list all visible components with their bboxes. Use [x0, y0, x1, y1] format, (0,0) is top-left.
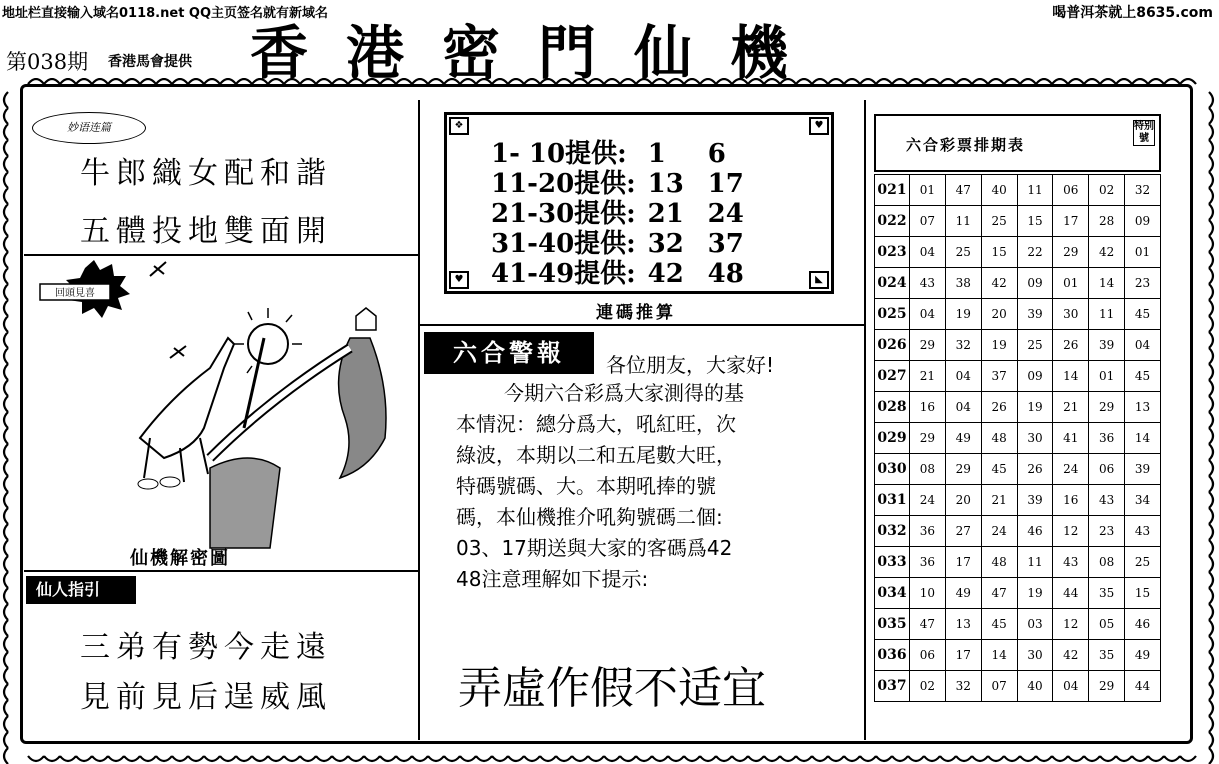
- table-row: [875, 175, 1161, 206]
- number-cell: 15: [1125, 578, 1161, 609]
- table-row: [875, 206, 1161, 237]
- number-cell: 45: [1125, 299, 1161, 330]
- number-cell: 39: [1125, 454, 1161, 485]
- number-cell: 11: [1089, 299, 1125, 330]
- number-cell: 16: [910, 392, 946, 423]
- divider-right: [864, 100, 866, 740]
- number-cell: 42: [1053, 640, 1089, 671]
- number-cell: 19: [1017, 392, 1053, 423]
- number-cell: 34: [1125, 485, 1161, 516]
- number-cell: 46: [1017, 516, 1053, 547]
- special-number-tag: 特别號: [1134, 121, 1154, 144]
- illustration-image: [30, 258, 415, 558]
- number-cell: 32: [1125, 175, 1161, 206]
- issue-cell: 026: [875, 330, 910, 361]
- schedule-title: 六合彩票排期表: [906, 136, 1026, 154]
- number-cell: 24: [981, 516, 1017, 547]
- number-cell: 37: [981, 361, 1017, 392]
- number-cell: 23: [1125, 268, 1161, 299]
- hint-line: 弄虛作假不适宜: [458, 663, 766, 714]
- table-row: [875, 299, 1161, 330]
- number-cell: 35: [1089, 578, 1125, 609]
- issue-cell: 022: [875, 206, 910, 237]
- number-cell: 04: [1125, 330, 1161, 361]
- number-cell: 26: [1017, 454, 1053, 485]
- number-cell: 15: [981, 237, 1017, 268]
- number-cell: 16: [1053, 485, 1089, 516]
- number-cell: 45: [1125, 361, 1161, 392]
- number-cell: 45: [981, 454, 1017, 485]
- table-row: [875, 330, 1161, 361]
- number-cell: 09: [1017, 268, 1053, 299]
- issue-cell: 034: [875, 578, 910, 609]
- body-line: 綠波，本期以二和五尾數大旺，: [456, 443, 736, 467]
- heart-icon: ♥: [809, 117, 829, 135]
- number-cell: 43: [1089, 485, 1125, 516]
- number-cell: 39: [1017, 485, 1053, 516]
- number-cell: 01: [1053, 268, 1089, 299]
- number-cell: 23: [1089, 516, 1125, 547]
- number-cell: 25: [945, 237, 981, 268]
- corner-ornament-icon: ❖: [449, 117, 469, 135]
- number-cell: 26: [1053, 330, 1089, 361]
- number-cell: 29: [910, 423, 946, 454]
- number-cell: 48: [981, 423, 1017, 454]
- number-cell: 02: [1089, 175, 1125, 206]
- number-cell: 47: [945, 175, 981, 206]
- number-cell: 04: [910, 299, 946, 330]
- issue-cell: 023: [875, 237, 910, 268]
- number-cell: 25: [1017, 330, 1053, 361]
- issue-cell: 029: [875, 423, 910, 454]
- image-caption: 仙機解密圖: [130, 548, 230, 569]
- number-cell: 08: [1089, 547, 1125, 578]
- guide-line-1: 三弟有勢今走遠: [80, 630, 332, 665]
- number-cell: 48: [981, 547, 1017, 578]
- right-notice: 喝普洱茶就上8635.com: [1052, 5, 1213, 21]
- range-row: 21-30提供: 21 24: [491, 199, 744, 229]
- number-cell: 35: [1089, 640, 1125, 671]
- number-cell: 41: [1053, 423, 1089, 454]
- guide-label: 仙人指引: [26, 576, 136, 604]
- number-cell: 43: [1125, 516, 1161, 547]
- alert-label: 六合警報: [424, 332, 594, 374]
- number-cell: 09: [1017, 361, 1053, 392]
- issue-cell: 025: [875, 299, 910, 330]
- number-cell: 12: [1053, 516, 1089, 547]
- page-title: 香港密門仙機: [250, 19, 827, 87]
- range-box: [444, 112, 834, 294]
- guide-line-2: 見前見后逞威風: [80, 680, 332, 715]
- issue-cell: 028: [875, 392, 910, 423]
- number-cell: 17: [1053, 206, 1089, 237]
- number-cell: 11: [1017, 175, 1053, 206]
- number-cell: 07: [981, 671, 1017, 702]
- number-cell: 24: [910, 485, 946, 516]
- number-cell: 14: [981, 640, 1017, 671]
- number-cell: 40: [981, 175, 1017, 206]
- number-cell: 42: [1089, 237, 1125, 268]
- number-cell: 20: [945, 485, 981, 516]
- number-cell: 30: [1017, 640, 1053, 671]
- table-row: [875, 609, 1161, 640]
- number-cell: 36: [910, 547, 946, 578]
- number-cell: 04: [945, 392, 981, 423]
- number-cell: 32: [945, 671, 981, 702]
- number-cell: 40: [1017, 671, 1053, 702]
- number-cell: 22: [1017, 237, 1053, 268]
- number-cell: 11: [945, 206, 981, 237]
- section-badge: 妙语连篇: [32, 112, 146, 144]
- provider-label: 香港馬會提供: [108, 54, 192, 70]
- range-row: 41-49提供: 42 48: [491, 259, 744, 289]
- table-row: [875, 578, 1161, 609]
- poem-line-1: 牛郎織女配和諧: [80, 156, 332, 191]
- number-cell: 02: [910, 671, 946, 702]
- table-row: [875, 237, 1161, 268]
- number-cell: 38: [945, 268, 981, 299]
- table-row: [875, 547, 1161, 578]
- number-cell: 39: [1089, 330, 1125, 361]
- number-cell: 26: [981, 392, 1017, 423]
- number-cell: 06: [910, 640, 946, 671]
- issue-cell: 037: [875, 671, 910, 702]
- body-line: 本情況：總分爲大，吼紅旺，次: [456, 412, 736, 436]
- number-cell: 08: [910, 454, 946, 485]
- body-line: 碼，本仙機推介吼夠號碼二個:: [456, 505, 723, 529]
- number-cell: 13: [1125, 392, 1161, 423]
- number-cell: 21: [1053, 392, 1089, 423]
- number-cell: 05: [1089, 609, 1125, 640]
- table-row: [875, 361, 1161, 392]
- number-cell: 29: [1053, 237, 1089, 268]
- number-cell: 06: [1053, 175, 1089, 206]
- number-cell: 14: [1125, 423, 1161, 454]
- number-cell: 25: [981, 206, 1017, 237]
- divider-left: [418, 100, 420, 740]
- number-cell: 03: [1017, 609, 1053, 640]
- number-cell: 43: [1053, 547, 1089, 578]
- heart-icon: ♥: [449, 271, 469, 289]
- number-cell: 36: [1089, 423, 1125, 454]
- table-row: [875, 671, 1161, 702]
- corner-ornament-icon: ◣: [809, 271, 829, 289]
- number-cell: 04: [945, 361, 981, 392]
- table-row: [875, 485, 1161, 516]
- number-cell: 15: [1017, 206, 1053, 237]
- number-cell: 29: [910, 330, 946, 361]
- number-cell: 01: [910, 175, 946, 206]
- schedule-table: [874, 174, 1161, 702]
- number-cell: 45: [981, 609, 1017, 640]
- schedule-header: [874, 114, 1161, 172]
- number-cell: 12: [1053, 609, 1089, 640]
- number-cell: 10: [910, 578, 946, 609]
- number-cell: 01: [1089, 361, 1125, 392]
- number-cell: 32: [945, 330, 981, 361]
- number-cell: 01: [1125, 237, 1161, 268]
- number-cell: 07: [910, 206, 946, 237]
- divider-poem: [24, 254, 418, 256]
- number-cell: 11: [1017, 547, 1053, 578]
- number-cell: 20: [981, 299, 1017, 330]
- greeting-text: 各位朋友，大家好!: [606, 353, 775, 377]
- issue-cell: 032: [875, 516, 910, 547]
- number-cell: 19: [981, 330, 1017, 361]
- table-row: [875, 423, 1161, 454]
- number-cell: 46: [1125, 609, 1161, 640]
- left-notice: 地址栏直接输入域名0118.net QQ主页签名就有新域名: [2, 6, 329, 21]
- issue-cell: 031: [875, 485, 910, 516]
- table-row: [875, 454, 1161, 485]
- issue-cell: 036: [875, 640, 910, 671]
- range-row: 11-20提供: 13 17: [491, 169, 744, 199]
- number-cell: 49: [945, 423, 981, 454]
- number-cell: 43: [910, 268, 946, 299]
- issue-cell: 033: [875, 547, 910, 578]
- image-badge: 回頭見喜: [55, 288, 95, 299]
- range-row: 1- 10提供: 1 6: [491, 139, 726, 169]
- number-cell: 09: [1125, 206, 1161, 237]
- number-cell: 28: [1089, 206, 1125, 237]
- number-cell: 49: [1125, 640, 1161, 671]
- number-cell: 44: [1125, 671, 1161, 702]
- number-cell: 29: [1089, 671, 1125, 702]
- number-cell: 47: [910, 609, 946, 640]
- number-cell: 17: [945, 547, 981, 578]
- divider-middle: [420, 324, 864, 326]
- number-cell: 47: [981, 578, 1017, 609]
- number-cell: 14: [1089, 268, 1125, 299]
- number-cell: 30: [1017, 423, 1053, 454]
- number-cell: 44: [1053, 578, 1089, 609]
- number-cell: 19: [1017, 578, 1053, 609]
- number-cell: 27: [945, 516, 981, 547]
- number-cell: 42: [981, 268, 1017, 299]
- issue-cell: 024: [875, 268, 910, 299]
- number-cell: 13: [945, 609, 981, 640]
- body-line: 03、17期送與大家的客碼爲42: [456, 536, 733, 560]
- number-cell: 19: [945, 299, 981, 330]
- number-cell: 21: [981, 485, 1017, 516]
- table-row: [875, 268, 1161, 299]
- issue-cell: 027: [875, 361, 910, 392]
- table-row: [875, 516, 1161, 547]
- range-row: 31-40提供: 32 37: [491, 229, 744, 259]
- number-cell: 49: [945, 578, 981, 609]
- number-cell: 25: [1125, 547, 1161, 578]
- issue-cell: 035: [875, 609, 910, 640]
- number-cell: 29: [945, 454, 981, 485]
- number-cell: 04: [1053, 671, 1089, 702]
- issue-cell: 030: [875, 454, 910, 485]
- number-cell: 30: [1053, 299, 1089, 330]
- divider-image: [24, 570, 418, 572]
- number-cell: 14: [1053, 361, 1089, 392]
- poem-line-2: 五體投地雙面開: [80, 214, 332, 249]
- number-cell: 17: [945, 640, 981, 671]
- number-cell: 36: [910, 516, 946, 547]
- number-cell: 29: [1089, 392, 1125, 423]
- number-cell: 04: [910, 237, 946, 268]
- table-row: [875, 392, 1161, 423]
- number-cell: 06: [1089, 454, 1125, 485]
- body-line: 特碼號碼、大。本期吼捧的號: [456, 474, 716, 498]
- number-cell: 21: [910, 361, 946, 392]
- issue-cell: 021: [875, 175, 910, 206]
- number-cell: 39: [1017, 299, 1053, 330]
- body-line: 今期六合彩爲大家測得的基: [504, 381, 744, 405]
- issue-number: 第038期: [6, 50, 89, 74]
- number-cell: 24: [1053, 454, 1089, 485]
- table-row: [875, 640, 1161, 671]
- body-line: 48注意理解如下提示:: [456, 567, 649, 591]
- calc-label: 連碼推算: [596, 303, 676, 323]
